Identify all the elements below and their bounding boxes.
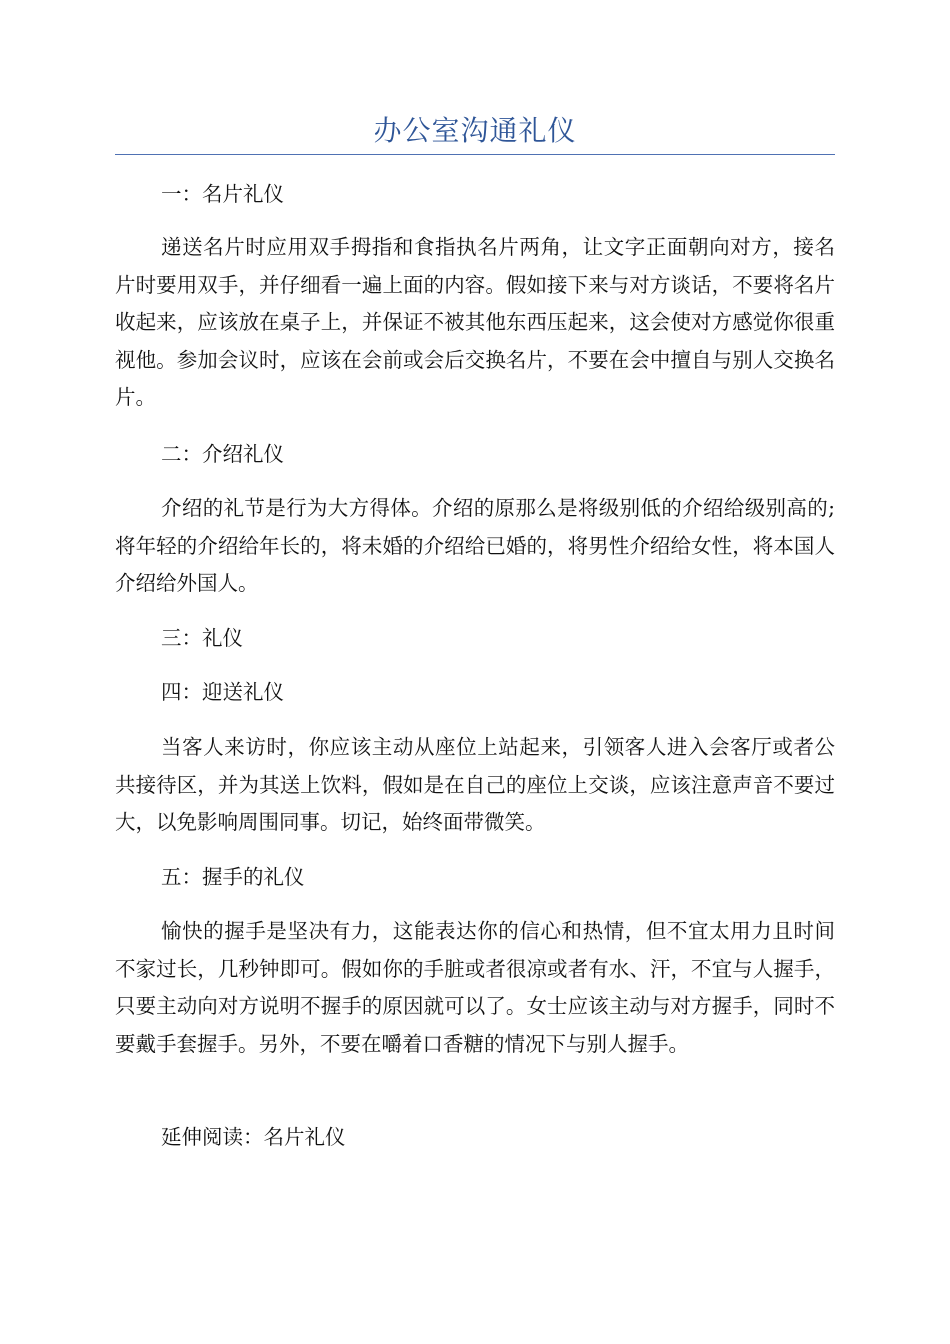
section-paragraph-introduction: 介绍的礼节是行为大方得体。介绍的原那么是将级别低的介绍给级别高的;将年轻的介绍给年长的，将未婚的介绍给已婚的，将男性介绍给女性，将本国人介绍给外国人。	[115, 496, 835, 595]
section-paragraph-business-card: 递送名片时应用双手拇指和食指执名片两角，让文字正面朝向对方，接名片时要用双手，并仔细看一遍上面的内容。假如接下来与对方谈话，不要将名片收起来，应该放在桌子上，并保证不被其他东西压起来，这会使对方感觉你很重视他。参加会议时，应该在会前或会后交换名片，不要在会中擅自与别人交换名片。	[115, 235, 835, 409]
section-paragraph-handshake: 愉快的握手是坚决有力，这能表达你的信心和热情，但不宜太用力且时间不家过长，几秒钟即可。假如你的手脏或者很凉或者有水、汗，不宜与人握手，只要主动向对方说明不握手的原因就可以了。女士应该主动与对方握手，同时不要戴手套握手。另外，不要在嚼着口香糖的情况下与别人握手。	[115, 919, 835, 1056]
document-title: 办公室沟通礼仪	[373, 114, 577, 147]
section-paragraph-reception: 当客人来访时，你应该主动从座位上站起来，引领客人进入会客厅或者公共接待区，并为其送上饮料，假如是在自己的座位上交谈，应该注意声音不要过大，以免影响周围同事。切记，始终面带微笑。	[115, 735, 835, 834]
section-heading-reception: 四：迎送礼仪	[161, 680, 284, 704]
section-heading-handshake: 五：握手的礼仪	[161, 865, 305, 889]
title-underline	[115, 154, 835, 155]
section-heading-further-reading: 延伸阅读：名片礼仪	[161, 1125, 346, 1149]
section-heading-business-card: 一：名片礼仪	[161, 182, 284, 206]
section-heading-introduction: 二：介绍礼仪	[161, 442, 284, 466]
section-heading-etiquette: 三：礼仪	[161, 626, 243, 650]
